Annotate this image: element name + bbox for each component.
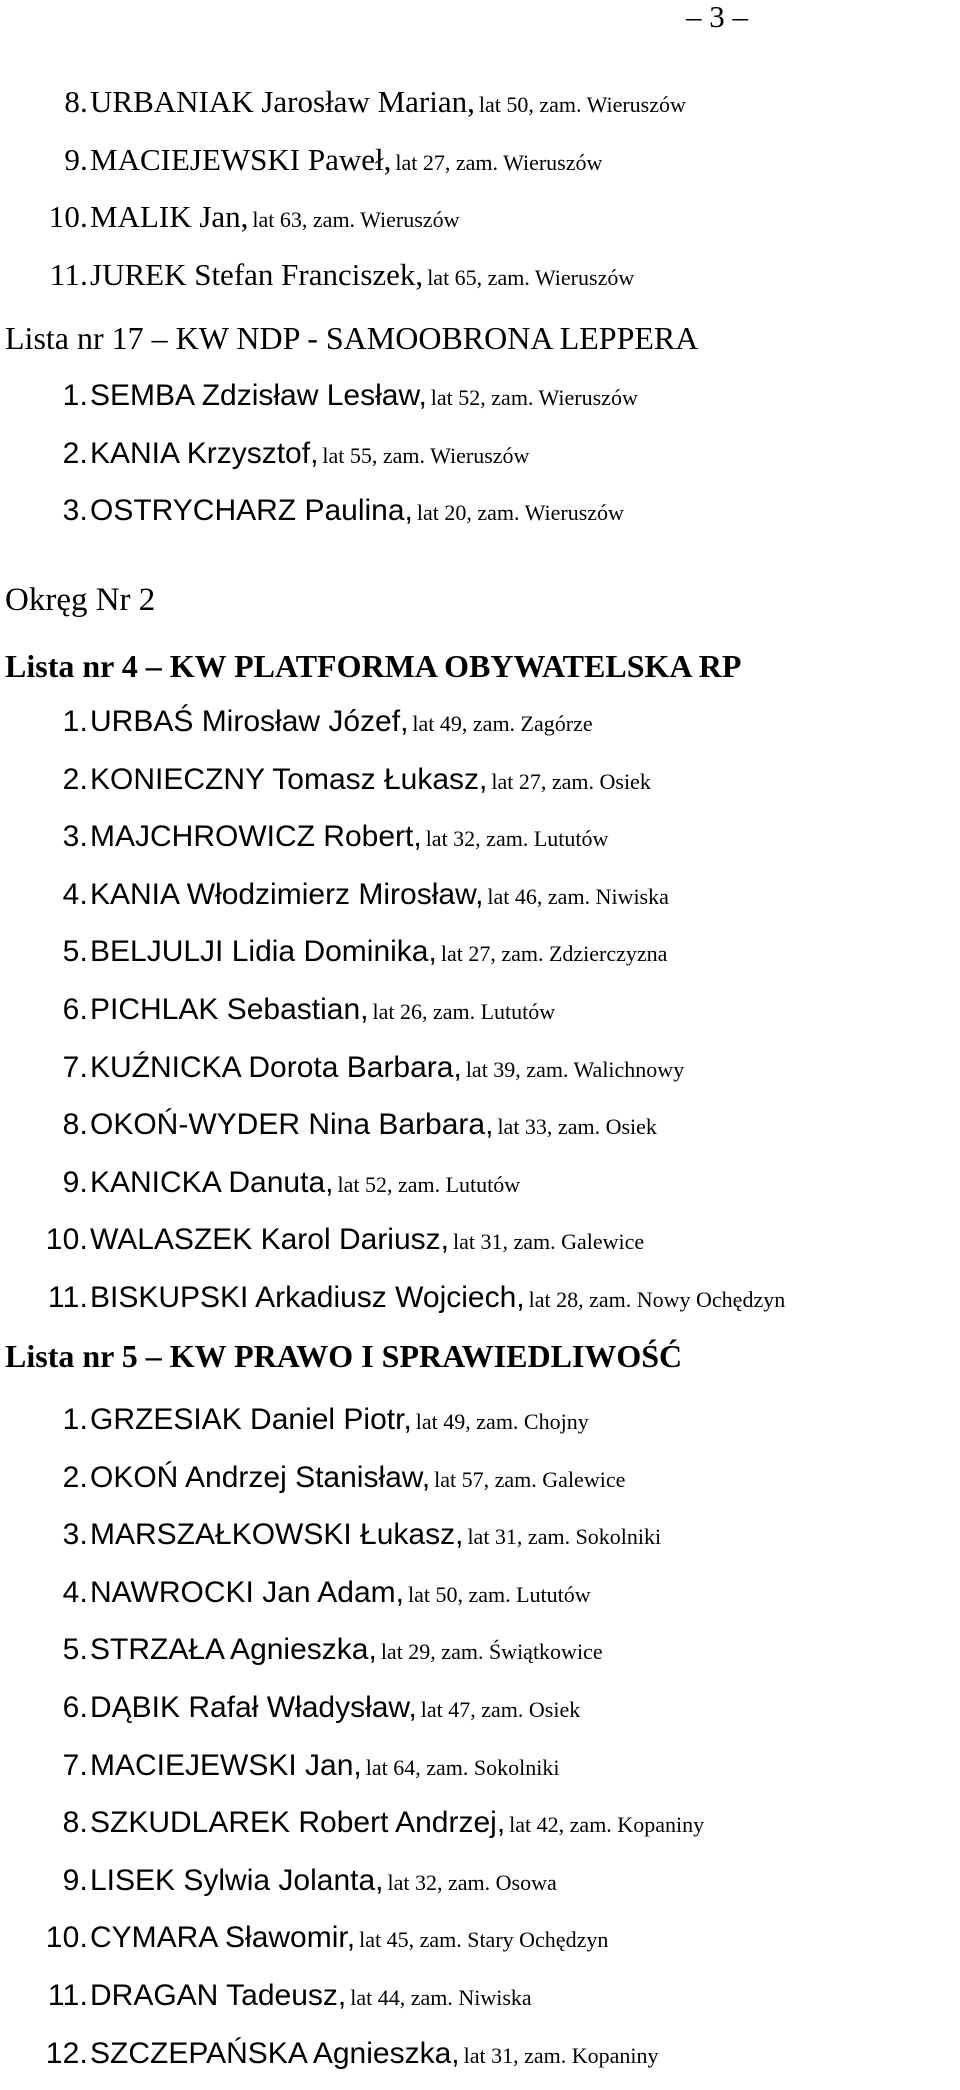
candidate-details: lat 50, zam. Lututów <box>407 1581 591 1607</box>
list-17-candidates <box>0 372 960 545</box>
list-4-title: Lista nr 4 – KW PLATFORMA OBYWATELSKA RP <box>5 648 742 684</box>
candidate-entry <box>90 875 669 920</box>
candidate-row <box>0 2030 960 2088</box>
candidate-number: 2. <box>62 762 88 796</box>
candidate-row <box>0 1511 960 1569</box>
list-17-title: Lista nr 17 – KW NDP - SAMOOBRONA LEPPERA <box>5 320 699 356</box>
candidate-entry <box>90 817 608 862</box>
page-number: – 3 – <box>686 0 748 34</box>
candidate-details: lat 63, zam. Wieruszów <box>252 207 460 233</box>
candidate-entry <box>90 1746 559 1791</box>
candidate-details: lat 55, zam. Wieruszów <box>322 442 530 468</box>
candidate-row <box>0 813 960 871</box>
candidate-entry <box>90 82 686 128</box>
list-5-title: Lista nr 5 – KW PRAWO I SPRAWIEDLIWOŚĆ <box>5 1338 683 1374</box>
candidate-details: lat 46, zam. Niwiska <box>487 883 669 909</box>
candidate-entry <box>90 702 593 747</box>
candidate-details: lat 32, zam. Lututów <box>425 826 609 852</box>
candidate-number: 2. <box>62 436 88 470</box>
candidate-name: KANIA Włodzimierz Mirosław, <box>90 877 484 911</box>
candidate-row <box>0 1684 960 1742</box>
candidate-row <box>0 698 960 756</box>
candidate-number: 10. <box>48 199 88 235</box>
candidate-row <box>0 1626 960 1684</box>
candidate-row <box>0 1396 960 1454</box>
candidate-row <box>0 1044 960 1102</box>
candidate-number: 6. <box>62 992 88 1026</box>
candidate-name: LISEK Sylwia Jolanta, <box>90 1863 384 1897</box>
candidate-details: lat 57, zam. Galewice <box>434 1466 626 1492</box>
candidate-details: lat 31, zam. Sokolniki <box>467 1524 662 1550</box>
candidate-details: lat 42, zam. Kopaniny <box>509 1812 705 1838</box>
candidate-details: lat 27, zam. Osiek <box>491 768 651 794</box>
candidate-entry <box>90 932 667 977</box>
candidate-details: lat 28, zam. Nowy Ochędzyn <box>528 1286 786 1312</box>
candidate-name: MALIK Jan, <box>90 199 249 235</box>
candidate-details: lat 50, zam. Wieruszów <box>478 92 686 117</box>
candidate-name: KANICKA Danuta, <box>90 1165 334 1199</box>
candidate-name: KUŹNICKA Dorota Barbara, <box>90 1050 462 1084</box>
candidate-row <box>0 1742 960 1800</box>
candidate-details: lat 39, zam. Walichnowy <box>465 1056 685 1082</box>
candidate-row <box>0 1159 960 1217</box>
candidate-entry <box>90 434 529 479</box>
candidate-details: lat 44, zam. Niwiska <box>350 1984 532 2010</box>
candidate-entry <box>90 1573 591 1618</box>
candidate-name: JUREK Stefan Franciszek, <box>90 256 424 292</box>
candidate-number: 9. <box>64 141 88 177</box>
candidate-row <box>0 136 960 194</box>
candidate-name: NAWROCKI Jan Adam, <box>90 1575 404 1609</box>
candidate-row <box>0 1972 960 2030</box>
candidate-number: 7. <box>62 1748 88 1782</box>
candidate-name: WALASZEK Karol Dariusz, <box>90 1223 449 1257</box>
candidate-details: lat 45, zam. Stary Ochędzyn <box>359 1927 609 1953</box>
candidate-name: SZCZEPAŃSKA Agnieszka, <box>90 2036 460 2070</box>
list-5-candidates <box>0 1396 960 2087</box>
candidate-number: 8. <box>62 1806 88 1840</box>
candidate-entry <box>90 1918 608 1963</box>
candidate-details: lat 49, zam. Zagórze <box>412 711 593 736</box>
candidate-name: URBAŚ Mirosław Józef, <box>90 705 409 738</box>
candidate-details: lat 26, zam. Lututów <box>372 998 556 1024</box>
candidate-row <box>0 251 960 309</box>
candidate-details: lat 64, zam. Sokolniki <box>365 1754 560 1780</box>
candidate-number: 1. <box>62 379 88 412</box>
candidate-name: CYMARA Sławomir, <box>90 1921 356 1955</box>
candidate-entry <box>90 1458 625 1503</box>
candidate-name: KANIA Krzysztof, <box>90 436 319 470</box>
candidate-entry <box>90 1976 532 2021</box>
candidate-entry <box>90 376 638 421</box>
candidate-number: 6. <box>62 1690 88 1724</box>
candidate-row <box>0 1101 960 1159</box>
candidate-name: SZKUDLAREK Robert Andrzej, <box>90 1806 506 1840</box>
candidate-details: lat 27, zam. Wieruszów <box>395 149 603 175</box>
candidate-number: 11. <box>49 256 88 292</box>
candidate-number: 1. <box>62 1403 88 1436</box>
candidate-row <box>0 372 960 430</box>
candidate-name: OSTRYCHARZ Paulina, <box>90 494 413 528</box>
candidate-name: PICHLAK Sebastian, <box>90 992 369 1026</box>
candidate-number: 2. <box>62 1460 88 1494</box>
candidate-entry <box>90 197 459 243</box>
candidate-entry <box>90 1220 644 1265</box>
candidate-name: DĄBIK Rafał Władysław, <box>90 1690 417 1724</box>
candidate-entry <box>90 1688 580 1733</box>
candidate-entry <box>90 1630 603 1675</box>
candidate-number: 8. <box>62 1108 88 1142</box>
candidate-number: 9. <box>62 1165 88 1199</box>
candidate-name: KONIECZNY Tomasz Łukasz, <box>90 762 488 796</box>
candidate-name: STRZAŁA Agnieszka, <box>90 1633 377 1667</box>
candidate-details: lat 31, zam. Galewice <box>453 1229 645 1255</box>
candidate-row <box>0 928 960 986</box>
candidate-details: lat 47, zam. Osiek <box>420 1696 581 1722</box>
candidate-name: OKOŃ Andrzej Stanisław, <box>90 1460 431 1494</box>
candidate-name: MARSZAŁKOWSKI Łukasz, <box>90 1518 464 1552</box>
candidate-details: lat 31, zam. Kopaniny <box>463 2042 659 2068</box>
candidate-number: 11. <box>47 1280 88 1314</box>
candidate-number: 5. <box>62 1633 88 1667</box>
candidate-entry <box>90 491 624 536</box>
candidate-name: MAJCHROWICZ Robert, <box>90 820 422 854</box>
candidate-entry <box>90 1278 785 1323</box>
candidate-name: MACIEJEWSKI Paweł, <box>90 141 392 177</box>
candidate-entry <box>90 760 651 805</box>
candidate-name: GRZESIAK Daniel Piotr, <box>90 1403 412 1436</box>
candidate-details: lat 52, zam. Wieruszów <box>430 385 638 410</box>
candidate-name: BELJULJI Lidia Dominika, <box>90 935 437 969</box>
candidate-row <box>0 1857 960 1915</box>
candidate-row <box>0 871 960 929</box>
candidate-number: 7. <box>62 1050 88 1084</box>
candidate-details: lat 32, zam. Osowa <box>387 1869 557 1895</box>
continued-candidate-list <box>0 78 960 308</box>
candidate-entry <box>90 1803 704 1848</box>
candidate-row <box>0 1799 960 1857</box>
candidate-row <box>0 1569 960 1627</box>
candidate-number: 10. <box>45 1223 88 1257</box>
candidate-number: 12. <box>45 2036 88 2070</box>
candidate-number: 10. <box>45 1921 88 1955</box>
candidate-row <box>0 986 960 1044</box>
list-4-candidates <box>0 698 960 1332</box>
candidate-name: MACIEJEWSKI Jan, <box>90 1748 362 1782</box>
candidate-details: lat 49, zam. Chojny <box>415 1409 589 1434</box>
candidate-name: BISKUPSKI Arkadiusz Wojciech, <box>90 1280 525 1314</box>
candidate-details: lat 20, zam. Wieruszów <box>416 500 624 526</box>
candidate-row <box>0 1914 960 1972</box>
candidate-number: 1. <box>62 705 88 738</box>
candidate-entry <box>90 140 602 186</box>
candidate-row <box>0 430 960 488</box>
candidate-number: 8. <box>64 84 88 119</box>
candidate-number: 3. <box>62 820 88 854</box>
candidate-row <box>0 1274 960 1332</box>
candidate-entry <box>90 1861 557 1906</box>
candidate-row <box>0 1216 960 1274</box>
candidate-row <box>0 1454 960 1512</box>
candidate-row <box>0 193 960 251</box>
candidate-details: lat 65, zam. Wieruszów <box>427 264 635 290</box>
candidate-details: lat 52, zam. Lututów <box>337 1171 521 1197</box>
candidate-entry <box>90 1105 657 1150</box>
candidate-entry <box>90 1163 520 1208</box>
candidate-details: lat 27, zam. Zdzierczyzna <box>440 941 668 967</box>
candidate-entry <box>90 255 634 301</box>
candidate-entry <box>90 1400 589 1445</box>
candidate-row <box>0 78 960 136</box>
candidate-name: SEMBA Zdzisław Lesław, <box>90 379 427 412</box>
candidate-name: OKOŃ-WYDER Nina Barbara, <box>90 1108 494 1142</box>
candidate-entry <box>90 990 555 1035</box>
candidate-details: lat 29, zam. Świątkowice <box>380 1639 603 1665</box>
district-2-title: Okręg Nr 2 <box>5 582 156 618</box>
candidate-number: 4. <box>62 1575 88 1609</box>
candidate-number: 4. <box>62 877 88 911</box>
candidate-name: URBANIAK Jarosław Marian, <box>90 84 475 119</box>
candidate-number: 3. <box>62 1518 88 1552</box>
candidate-number: 9. <box>62 1863 88 1897</box>
candidate-entry <box>90 1515 661 1560</box>
candidate-number: 11. <box>47 1978 88 2012</box>
candidate-entry <box>90 1048 684 1093</box>
candidate-details: lat 33, zam. Osiek <box>497 1114 657 1140</box>
candidate-number: 5. <box>62 935 88 969</box>
candidate-entry <box>90 2034 659 2079</box>
candidate-name: DRAGAN Tadeusz, <box>90 1978 347 2012</box>
candidate-number: 3. <box>62 494 88 528</box>
candidate-row <box>0 487 960 545</box>
candidate-row <box>0 756 960 814</box>
